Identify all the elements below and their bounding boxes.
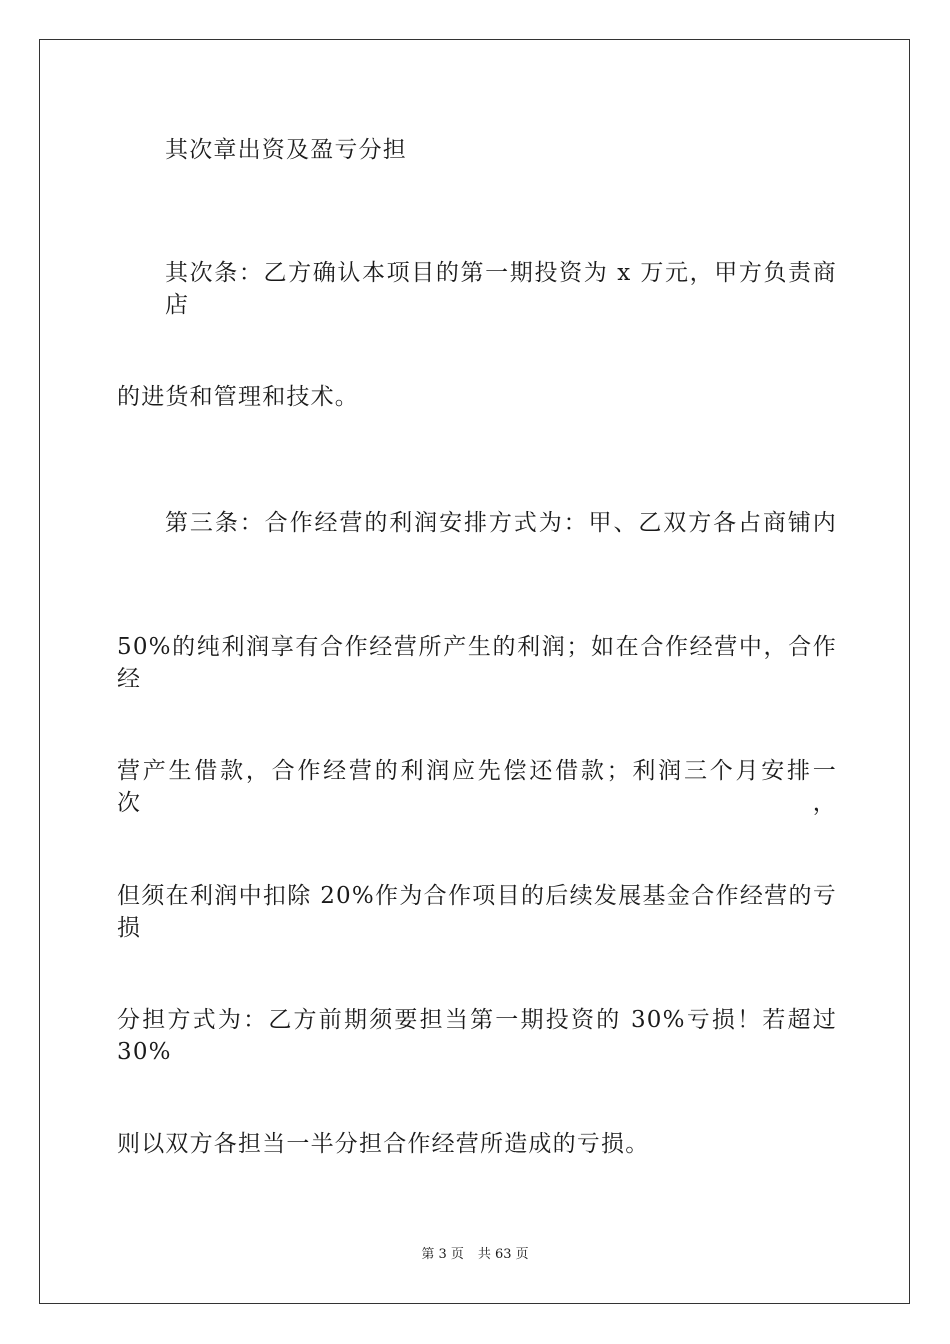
paragraph-line: 但须在利润中扣除 20%作为合作项目的后续发展基金合作经营的亏损 bbox=[117, 883, 837, 941]
chapter-heading: 其次章出资及盈亏分担 bbox=[165, 137, 407, 163]
paragraph-line: 的进货和管理和技术。 bbox=[117, 384, 359, 410]
paragraph-line: 50%的纯利润享有合作经营所产生的利润；如在合作经营中，合作经 bbox=[117, 634, 837, 692]
page-footer bbox=[0, 1246, 950, 1264]
paragraph-line: 其次条：乙方确认本项目的第一期投资为 x 万元，甲方负责商店 bbox=[165, 260, 837, 318]
page-number: 第 3 页 bbox=[421, 1247, 464, 1262]
paragraph-line: 分担方式为：乙方前期须要担当第一期投资的 30%亏损！若超过 30% bbox=[117, 1007, 837, 1065]
paragraph-line: 第三条：合作经营的利润安排方式为：甲、乙双方各占商铺内 bbox=[165, 510, 837, 536]
page-total: 共 63 页 bbox=[477, 1247, 529, 1262]
paragraph-line: 营产生借款，合作经营的利润应先偿还借款；利润三个月安排一次， bbox=[117, 758, 837, 816]
paragraph-line: 则以双方各担当一半分担合作经营所造成的亏损。 bbox=[117, 1131, 650, 1157]
